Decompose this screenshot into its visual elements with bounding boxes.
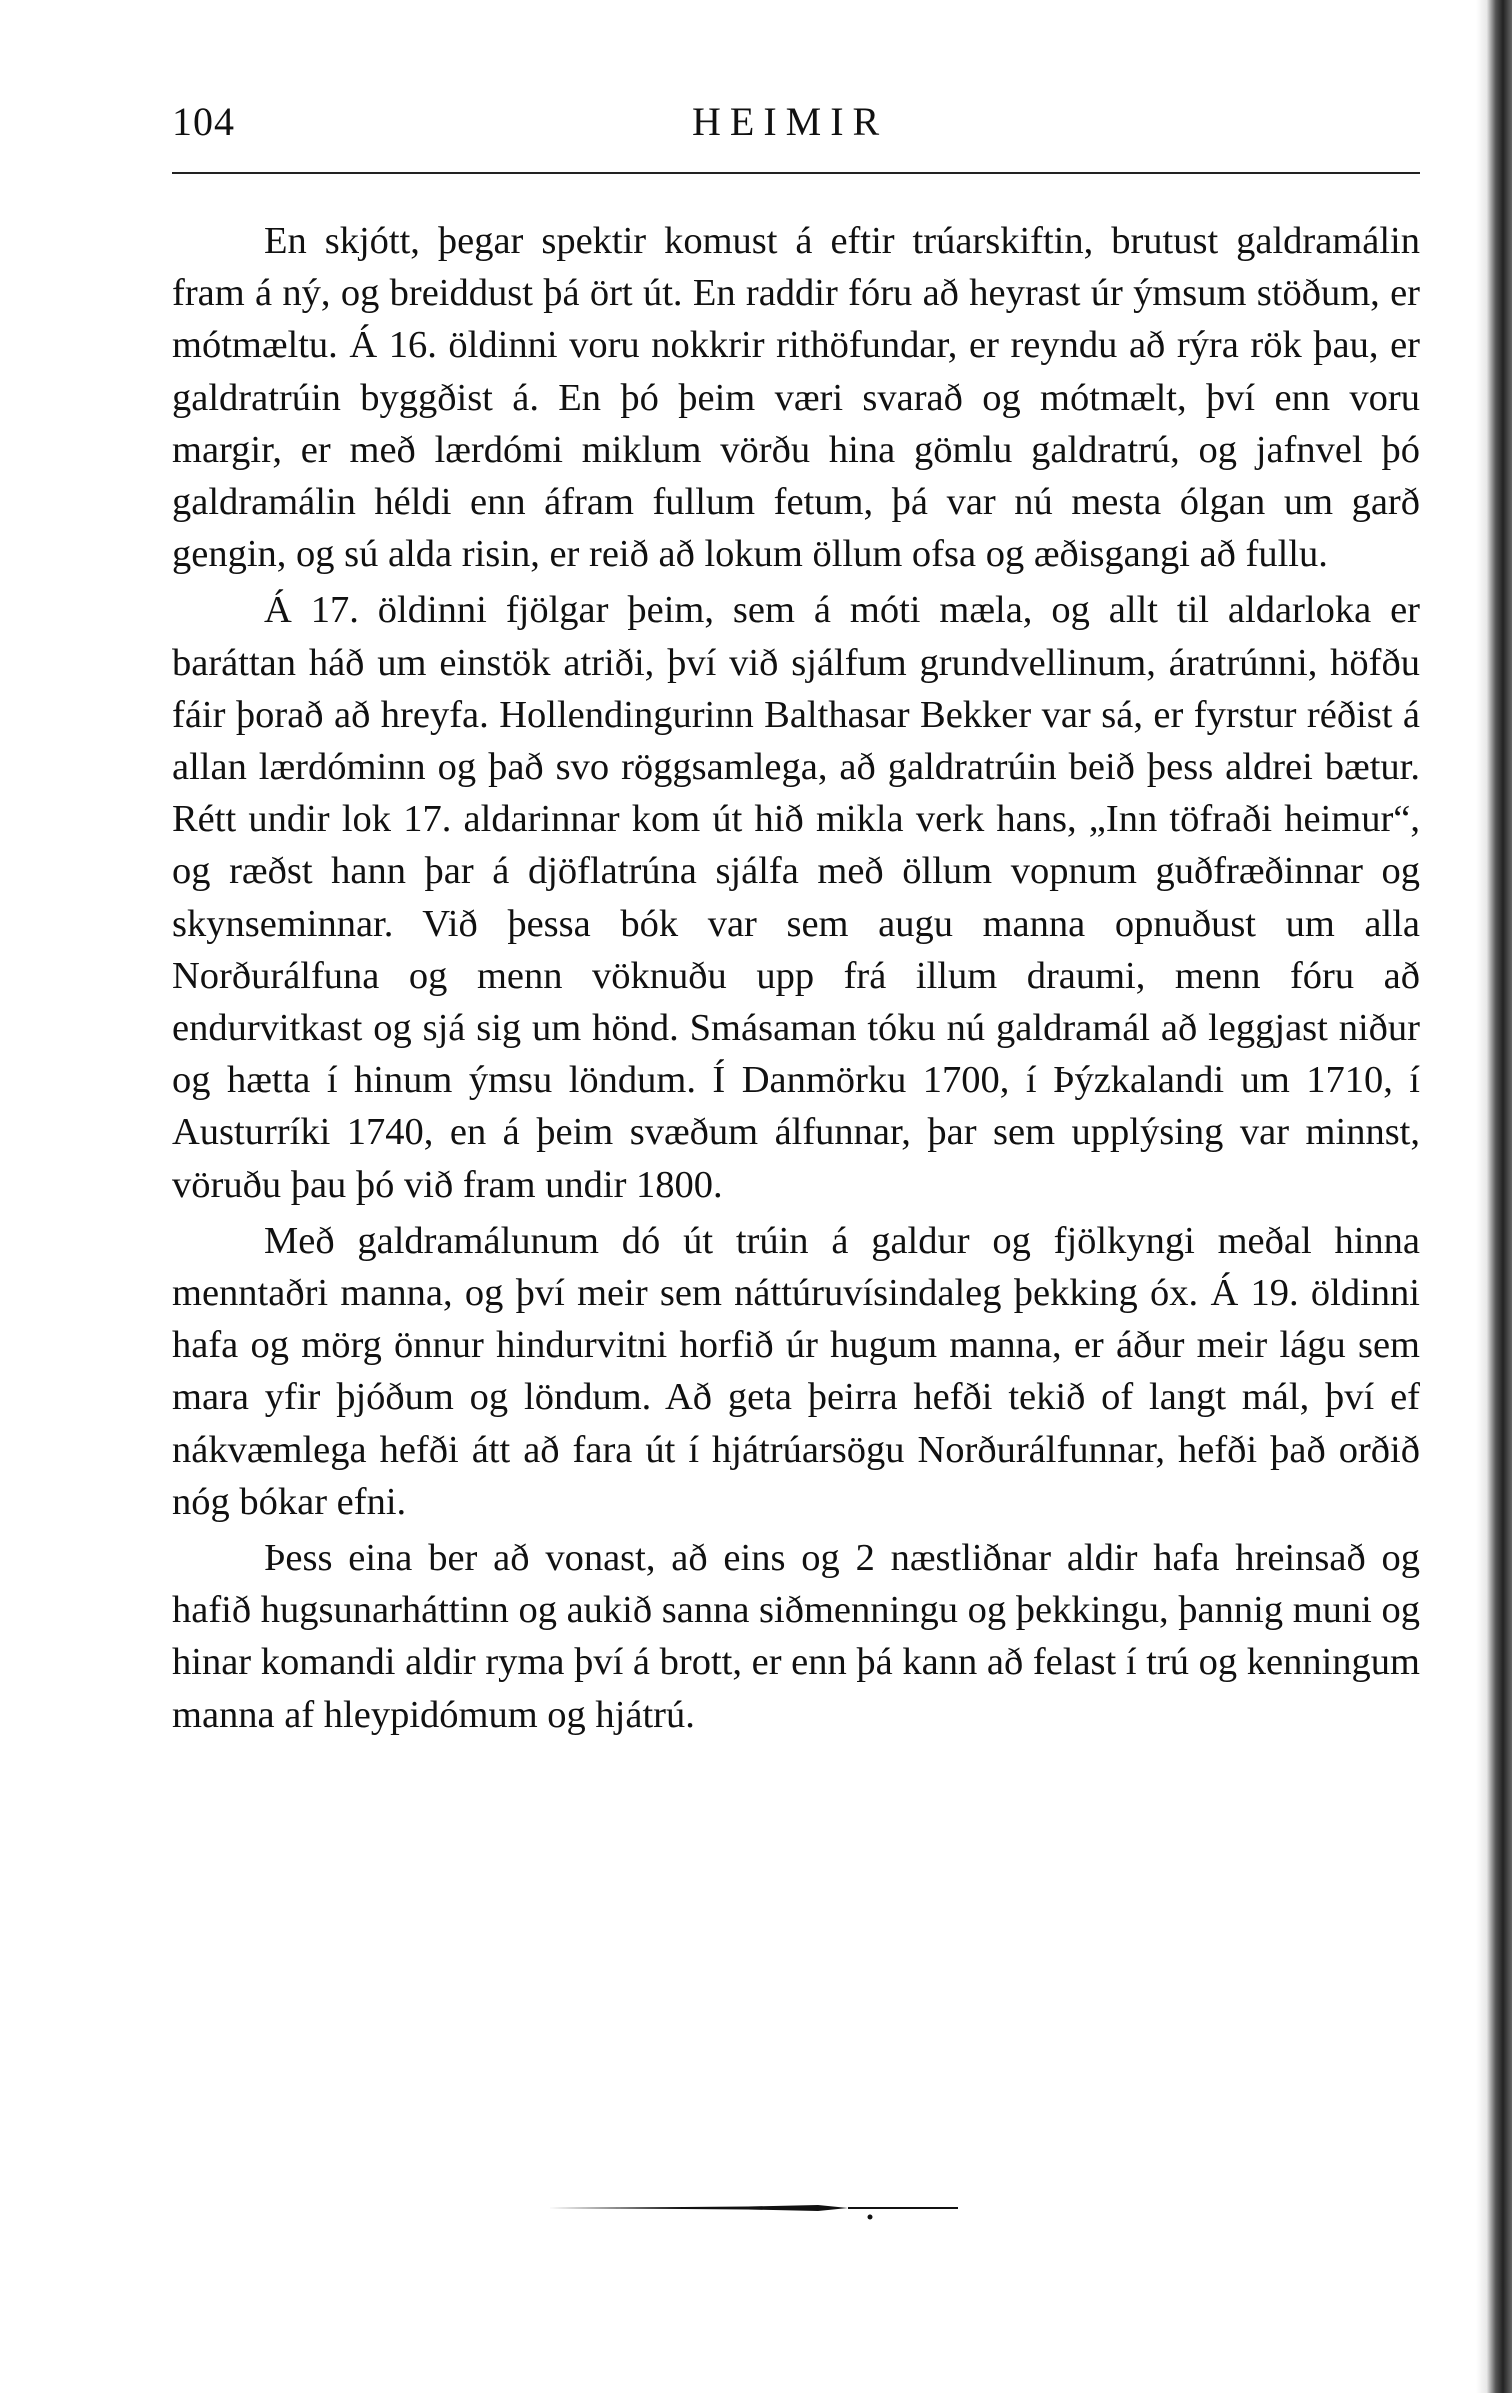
- tail-ornament-icon: [548, 2196, 958, 2220]
- page-edge: [1476, 0, 1512, 2393]
- paragraph-4: Þess eina ber að vonast, að eins og 2 næstliðnar aldir hafa hreinsað og hafið hugsunarháttinn og aukið sanna siðmenningu og þekkingu, þannig muni og hinar komandi aldir ryma því á brott, er enn þá kann að felast í trú og kenningum manna af hleypidómum og hjátrú.: [172, 1537, 1420, 1736]
- paragraph-3: Með galdramálunum dó út trúin á galdur og fjölkyngi meðal hinna menntaðri manna, og því meir sem náttúruvísindaleg þekking óx. Á 19. öldinni hafa og mörg önnur hindurvitni horfið úr hugum manna, er áður meir lágu sem mara yfir þjóðum og löndum. Að geta þeirra hefði tekið of langt mál, því ef nákvæmlega hefði átt að fara út í hjátrúarsögu Norðurálfunnar, hefði það orðið nóg bókar efni.: [172, 1219, 1420, 1523]
- paragraph-2: Á 17. öldinni fjölgar þeim, sem á móti mæla, og allt til aldarloka er baráttan háð um einstök atriði, því við sjálfum grundvellinum, áratrúnni, höfðu fáir þorað að hreyfa. Hollendingurinn Balthasar Bekker var sá, er fyrstur réðist á allan lærdóminn og það svo röggsamlega, að galdratrúin beið þess aldrei bætur. Rétt undir lok 17. aldarinnar kom út hið mikla verk hans, „Inn töfraði heimur“, og ræðst hann þar á djöflatrúna sjálfa með öllum vopnum guðfræðinnar og skynseminnar. Við þessa bók var sem augu manna opnuðust um alla Norðurálfuna og menn vöknuðu upp frá illum draumi, menn fóru að endurvitkast og sjá sig um hönd. Smásaman tóku nú galdramál að leggjast niður og hætta í hinum ýmsu löndum. Í Danmörku 1700, í Þýzkalandi um 1710, í Austurríki 1740, en á þeim svæðum álfunnar, þar sem upplýsing var minnst, vöruðu þau þó við fram undir 1800.: [172, 589, 1420, 1206]
- header-rule: [172, 172, 1420, 174]
- page-number: 104: [172, 99, 235, 144]
- paragraph-1: En skjótt, þegar spektir komust á eftir trúarskiftin, brutust galdramálin fram á ný, og breiddust þá ört út. En raddir fóru að heyrast úr ýmsum stöðum, er mótmæltu. Á 16. öldinni voru nokkrir rithöfundar, er reyndu að rýra rök þau, er galdratrúin byggðist á. En þó þeim væri svarað og mótmælt, því enn voru margir, er með lærdómi miklum vörðu hina gömlu galdratrú, og jafnvel þó galdramálin héldi enn áfram fullum fetum, þá var nú mesta ólgan um garð gengin, og sú alda risin, er reið að lokum öllum ofsa og æðisgangi að fullu.: [172, 220, 1420, 576]
- body-text: [172, 215, 1420, 1741]
- page-header: [172, 98, 1422, 158]
- running-head: HEIMIR: [692, 99, 889, 144]
